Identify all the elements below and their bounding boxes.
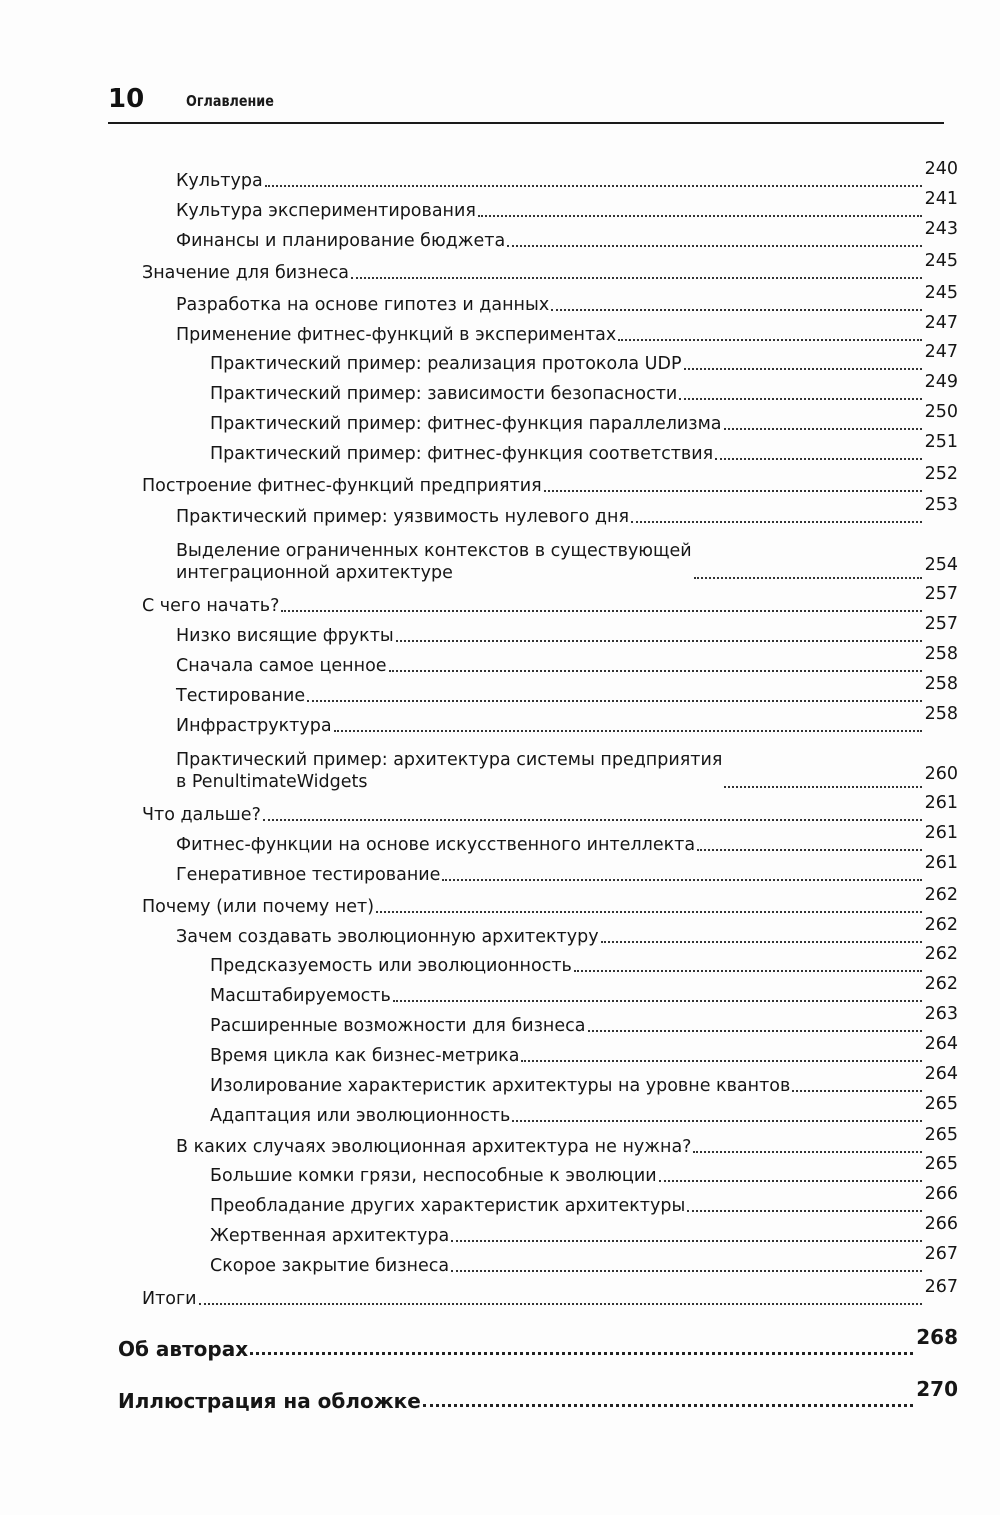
- dot-leader: [618, 339, 921, 341]
- toc-entry-page: 258: [924, 704, 958, 724]
- toc-entry: [210, 1094, 958, 1127]
- toc-entry-page: 257: [924, 584, 958, 604]
- dot-leader: [507, 245, 921, 247]
- toc-entry-title: Разработка на основе гипотез и данных: [176, 295, 550, 315]
- toc-entry-page: 257: [924, 614, 958, 634]
- toc-entry: [176, 495, 958, 528]
- toc-entry: [142, 1277, 958, 1310]
- dot-leader: [544, 490, 922, 492]
- toc-entry-page: 254: [924, 555, 958, 575]
- toc-entry-title: Большие комки грязи, неспособные к эволюции: [210, 1166, 657, 1186]
- toc-entry-title: Генеративное тестирование: [176, 865, 441, 885]
- toc-entry-page: 261: [924, 823, 958, 843]
- toc-entry-page: 262: [924, 915, 958, 935]
- dot-leader: [792, 1090, 921, 1092]
- toc-entry-page: 267: [924, 1244, 958, 1264]
- toc-entry: [210, 1244, 958, 1277]
- toc-entry: [210, 1034, 958, 1067]
- dot-leader: [724, 428, 922, 430]
- toc-entry-page: 250: [924, 402, 958, 422]
- toc-entry-title: Практический пример: фитнес-функция соответствия: [210, 444, 714, 464]
- dot-leader: [521, 1060, 921, 1062]
- dot-leader: [574, 970, 922, 972]
- toc-entry-page: 270: [916, 1377, 958, 1401]
- dot-leader: [263, 819, 922, 821]
- dot-leader: [393, 1000, 922, 1002]
- dot-leader: [265, 185, 922, 187]
- toc-entry-page: 266: [924, 1214, 958, 1234]
- toc-entry-title: Время цикла как бизнес-метрика: [210, 1046, 520, 1066]
- dot-leader: [659, 1180, 922, 1182]
- toc-entry-page: 251: [924, 432, 958, 452]
- toc-entry: [176, 189, 958, 222]
- toc-entry-title: Выделение ограниченных контекстов в существующей интеграционной архитектуре: [176, 541, 692, 583]
- dot-leader: [423, 1404, 913, 1407]
- toc-entry-page: 268: [916, 1325, 958, 1349]
- dot-leader: [724, 786, 921, 788]
- toc-entry: [176, 528, 958, 584]
- toc-entry: [210, 342, 958, 375]
- toc-entry-title: Зачем создавать эволюционную архитектуру: [176, 927, 599, 947]
- dot-leader: [351, 277, 922, 279]
- toc-entry-title: Адаптация или эволюционность: [210, 1106, 511, 1126]
- toc-entry: [176, 853, 958, 886]
- toc-entry-title: Значение для бизнеса: [142, 263, 350, 283]
- toc-entry: [176, 823, 958, 856]
- toc-entry-title: Финансы и планирование бюджета: [176, 231, 506, 251]
- toc-entry: [210, 1154, 958, 1187]
- toc-entry: [176, 313, 958, 346]
- toc-entry-title: Культура экспериментирования: [176, 201, 476, 221]
- toc-entry-title: В каких случаях эволюционная архитектура не нужна?: [176, 1137, 692, 1157]
- dot-leader: [389, 670, 922, 672]
- page-number: 10: [108, 84, 145, 114]
- toc-entry-page: 267: [924, 1277, 958, 1297]
- dot-leader: [679, 398, 921, 400]
- toc-entry-page: 241: [924, 189, 958, 209]
- toc-entry: [210, 402, 958, 435]
- toc-entry-page: 266: [924, 1184, 958, 1204]
- toc-entry: [210, 974, 958, 1007]
- dot-leader: [478, 215, 922, 217]
- toc-entry: [142, 584, 958, 617]
- dot-leader: [687, 1210, 921, 1212]
- toc-entry-page: 262: [924, 944, 958, 964]
- toc-entry-title: Низко висящие фрукты: [176, 626, 394, 646]
- toc-entry-page: 261: [924, 793, 958, 813]
- toc-entry-page: 262: [924, 885, 958, 905]
- toc-entry-title: Фитнес-функции на основе искусственного интеллекта: [176, 835, 696, 855]
- toc-entry: [142, 793, 958, 826]
- dot-leader: [684, 368, 922, 370]
- toc-entry-page: 265: [924, 1094, 958, 1114]
- toc-entry: [142, 464, 958, 497]
- toc-entry-title: Тестирование: [176, 686, 306, 706]
- toc-entry: [176, 737, 958, 793]
- toc-entry-title: С чего начать?: [142, 596, 280, 616]
- toc-entry-page: 245: [924, 251, 958, 271]
- toc-entry: [210, 1184, 958, 1217]
- toc-entry: [176, 1125, 958, 1158]
- dot-leader: [307, 700, 922, 702]
- toc-entry-page: 260: [924, 764, 958, 784]
- toc-entry-page: 264: [924, 1064, 958, 1084]
- toc-entry: [210, 432, 958, 465]
- toc-entry-page: 253: [924, 495, 958, 515]
- dot-leader: [451, 1240, 921, 1242]
- toc-entry-title: Расширенные возможности для бизнеса: [210, 1016, 586, 1036]
- dot-leader: [588, 1030, 922, 1032]
- toc-entry-page: 252: [924, 464, 958, 484]
- dot-leader: [601, 941, 922, 943]
- dot-leader: [693, 1151, 921, 1153]
- toc-entry-title: Что дальше?: [142, 805, 261, 825]
- toc-entry-title: Об авторах: [118, 1337, 249, 1361]
- toc-entry-title: Жертвенная архитектура: [210, 1226, 450, 1246]
- dot-leader: [697, 849, 922, 851]
- toc-entry-title: Инфраструктура: [176, 716, 332, 736]
- toc-entry-title: Итоги: [142, 1289, 197, 1309]
- dot-leader: [199, 1303, 922, 1305]
- toc-entry-page: 262: [924, 974, 958, 994]
- toc-entry-title: Масштабируемость: [210, 986, 391, 1006]
- toc-entry-title: Изолирование характеристик архитектуры на уровне квантов: [210, 1076, 791, 1096]
- dot-leader: [376, 911, 922, 913]
- toc-entry: [176, 704, 958, 737]
- dot-leader: [442, 879, 921, 881]
- dot-leader: [250, 1352, 913, 1355]
- toc-entry-title: Практический пример: зависимости безопасности: [210, 384, 678, 404]
- toc-entry-title: Практический пример: уязвимость нулевого дня: [176, 507, 629, 527]
- toc-entry-title: Практический пример: реализация протокола UDP: [210, 354, 682, 374]
- toc-chapter-entry: [118, 1377, 958, 1413]
- toc-entry: [176, 674, 958, 707]
- toc-entry-title: Сначала самое ценное: [176, 656, 387, 676]
- toc-entry: [176, 614, 958, 647]
- dot-leader: [396, 640, 922, 642]
- toc-entry: [176, 219, 958, 252]
- toc-entry-page: 261: [924, 853, 958, 873]
- toc-entry-title: Практический пример: архитектура системы предприятия в PenultimateWidgets: [176, 750, 723, 792]
- toc-entry-page: 240: [924, 159, 958, 179]
- toc-entry-title: Практический пример: фитнес-функция параллелизма: [210, 414, 722, 434]
- dot-leader: [451, 1270, 922, 1272]
- toc-entry-page: 264: [924, 1034, 958, 1054]
- toc-entry-title: Предсказуемость или эволюционность: [210, 956, 572, 976]
- toc-entry-title: Преобладание других характеристик архитектуры: [210, 1196, 686, 1216]
- toc-entry-page: 245: [924, 283, 958, 303]
- dot-leader: [715, 458, 921, 460]
- dot-leader: [551, 309, 921, 311]
- toc-entry-page: 243: [924, 219, 958, 239]
- toc-entry: [210, 372, 958, 405]
- toc-entry-title: Культура: [176, 171, 263, 191]
- dot-leader: [694, 577, 922, 579]
- toc-entry-title: Применение фитнес-функций в экспериментах: [176, 325, 617, 345]
- toc-entry-title: Построение фитнес-функций предприятия: [142, 476, 542, 496]
- toc-entry: [176, 644, 958, 677]
- dot-leader: [334, 730, 922, 732]
- toc-chapter-entry: [118, 1325, 958, 1361]
- dot-leader: [631, 521, 922, 523]
- toc-entry-page: 247: [924, 313, 958, 333]
- toc-entry: [210, 1214, 958, 1247]
- toc-entry: [176, 283, 958, 316]
- toc-entry-page: 249: [924, 372, 958, 392]
- section-title: Оглавление: [186, 92, 274, 110]
- toc-entry-title: Иллюстрация на обложке: [118, 1389, 421, 1413]
- toc-entry: [210, 1064, 958, 1097]
- toc-entry-page: 247: [924, 342, 958, 362]
- toc-entry: [142, 251, 958, 284]
- dot-leader: [281, 610, 921, 612]
- toc-entry: [176, 159, 958, 192]
- toc-entry-title: Скорое закрытие бизнеса: [210, 1256, 450, 1276]
- toc-entry: [142, 885, 958, 918]
- toc-entry-title: Почему (или почему нет): [142, 897, 375, 917]
- dot-leader: [512, 1120, 921, 1122]
- toc-entry-page: 258: [924, 644, 958, 664]
- toc-entry-page: 265: [924, 1154, 958, 1174]
- toc-entry-page: 265: [924, 1125, 958, 1145]
- toc-entry-page: 258: [924, 674, 958, 694]
- toc-entry: [210, 1004, 958, 1037]
- toc-entry: [210, 944, 958, 977]
- toc-entry-page: 263: [924, 1004, 958, 1024]
- toc-entry: [176, 915, 958, 948]
